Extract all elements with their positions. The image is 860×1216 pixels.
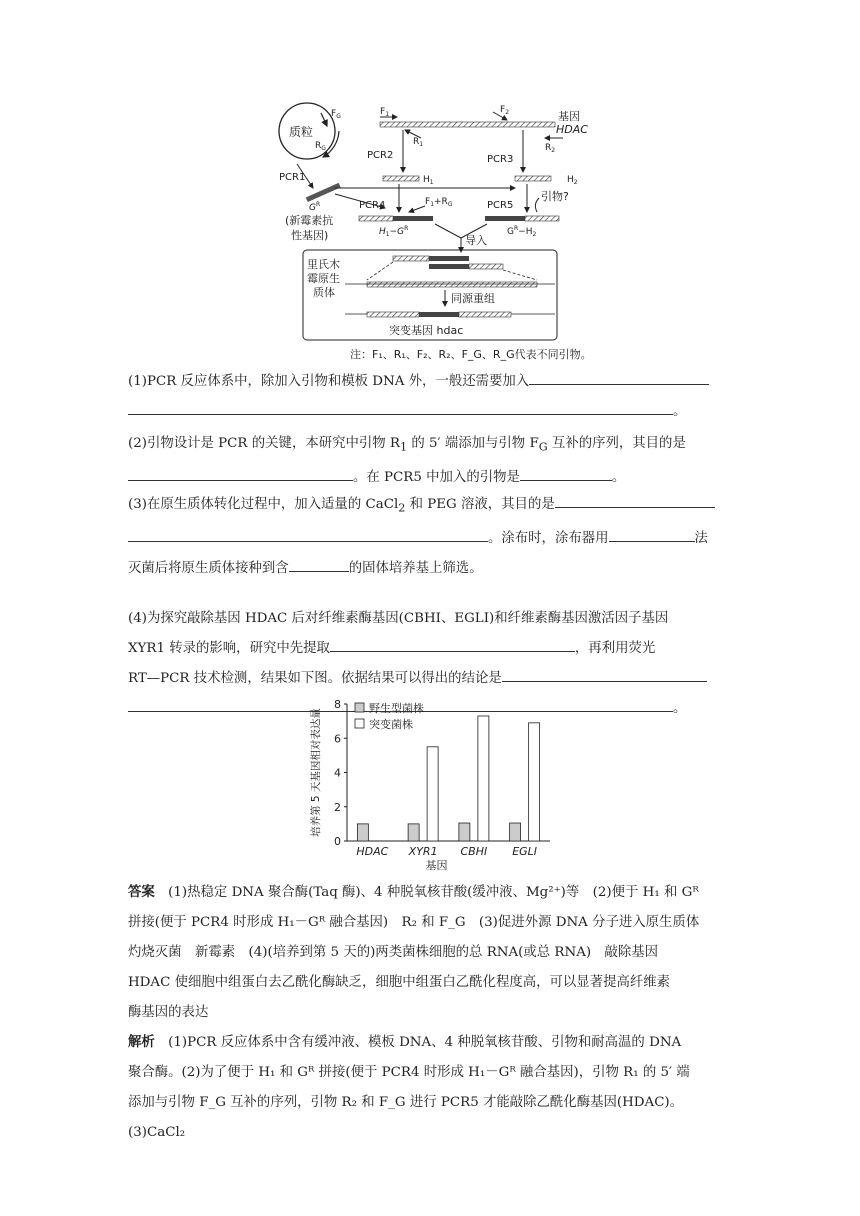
y-tick-label: 0	[334, 835, 341, 848]
import-label: 导入	[465, 234, 487, 247]
r2-label: $R_2$	[545, 143, 556, 154]
gr-desc-2: 性基因)	[291, 229, 329, 242]
q2-blank-2[interactable]	[520, 465, 612, 481]
q1-blank-2[interactable]	[128, 399, 673, 415]
question-3: (3)在原生质体转化过程中，加入适量的 CaCl$_2$ 和 PEG 溶液，其目的是 。涂布时，涂布器用 法 灭菌后将原生质体接种到含 的固体培养基上筛选。	[128, 490, 734, 584]
q3-blank-1[interactable]	[555, 492, 715, 508]
y-axis-label: 培养第 5 天基因相对表达量	[310, 708, 322, 837]
x-tick-label: XYR1	[408, 845, 438, 858]
mutant-hatch-right	[459, 312, 511, 317]
bar-cbhi-mutant	[478, 716, 489, 841]
insert-hatch-left	[393, 256, 429, 261]
answer-line-1: (1)热稳定 DNA 聚合酶(Taq 酶)、4 种脱氧核苷酸(缓冲液、Mg²⁺)等 (2)便于 H₁ 和 Gᴿ	[168, 885, 699, 900]
pcr3-label: PCR3	[487, 154, 514, 165]
f1rg-label: $F_1+R_G$	[425, 197, 453, 208]
r1-label: $R_1$	[413, 137, 424, 148]
hdac-gene-bar	[380, 122, 555, 127]
answer-line-5: 酶基因的表达	[128, 1005, 209, 1020]
expression-bar-chart	[305, 698, 565, 873]
h1-gr-hatch	[359, 216, 393, 221]
gene-label: 基因	[558, 110, 580, 123]
hdac-label: HDAC	[556, 123, 588, 136]
bar-egli-wild	[510, 823, 521, 841]
x-tick-label: EGLI	[512, 845, 538, 858]
protoplast-label-2: 霉原生	[307, 272, 340, 285]
gr-label: $G^R$	[309, 201, 321, 213]
recomb-label: 同源重组	[451, 292, 495, 305]
h2-bar	[515, 176, 551, 181]
bar-hdac-wild	[357, 824, 368, 841]
analysis-line-3: 添加与引物 F_G 互补的序列，引物 R₂ 和 F_G 进行 PCR5 才能敲除乙酰化酶基因(HDAC)。(3)CaCl₂	[128, 1095, 684, 1140]
q3-blank-3[interactable]	[609, 526, 695, 542]
h1-gr-solid	[393, 216, 433, 221]
analysis-line-1: (1)PCR 反应体系中含有缓冲液、模板 DNA、4 种脱氧核苷酸、引物和耐高温的 DNA	[168, 1035, 682, 1050]
answer-label: 答案	[128, 885, 155, 900]
protoplast-label-3: 质体	[313, 286, 335, 299]
answer-line-2: 拼接(便于 PCR4 时形成 H₁－Gᴿ 融合基因) R₂ 和 F_G (3)促进外源 DNA 分子进入原生质体	[128, 915, 700, 930]
mutant-solid	[419, 312, 459, 317]
fg-label: $F_G$	[331, 109, 341, 120]
pcr-diagram	[275, 100, 605, 365]
f1-label: $F_1$	[380, 107, 390, 118]
y-tick-label: 4	[334, 766, 341, 780]
gr-desc-1: (新霉素抗	[285, 214, 334, 227]
insert-solid	[429, 256, 469, 261]
mutant-hatch-left	[367, 312, 419, 317]
insert-solid-2	[429, 264, 469, 269]
h1-bar	[383, 176, 419, 181]
x-axis-label: 基因	[425, 859, 448, 872]
h1-label: $H_1$	[423, 175, 434, 186]
q3-blank-2[interactable]	[128, 526, 488, 542]
q2-blank-1[interactable]	[128, 465, 353, 481]
answer-line-3: 灼烧灭菌 新霉素 (4)(培养到第 5 天的)两类菌株细胞的总 RNA(或总 RNA) 敲除基因	[128, 945, 659, 960]
pcr4-label: PCR4	[359, 200, 386, 211]
primer-question: 引物?	[541, 190, 569, 203]
f2-label: $F_2$	[500, 105, 510, 116]
bar-egli-mutant	[529, 723, 540, 841]
mutant-label: 突变基因 hdac	[389, 324, 464, 337]
q4-blank-1[interactable]	[330, 636, 575, 652]
analysis-label: 解析	[128, 1035, 155, 1050]
legend-swatch	[355, 719, 364, 728]
bar-cbhi-wild	[459, 823, 470, 841]
y-tick-label: 2	[334, 800, 341, 814]
q1-blank-1[interactable]	[529, 369, 709, 385]
x-tick-label: HDAC	[356, 845, 389, 858]
gr-h2-solid	[485, 216, 525, 221]
q4-blank-2[interactable]	[502, 666, 707, 682]
legend-label: 突变菌株	[369, 718, 413, 731]
protoplast-label-1: 里氏木	[307, 258, 340, 271]
x-tick-label: CBHI	[460, 845, 488, 858]
pcr5-label: PCR5	[487, 200, 514, 211]
insert-hatch-right	[469, 264, 503, 269]
question-1: (1)PCR 反应体系中，除加入引物和模板 DNA 外，一般还需要加入 。	[128, 367, 734, 427]
gr-h2-label: $G^R-H_2$	[507, 225, 537, 238]
q3-blank-4[interactable]	[289, 556, 349, 572]
answer-line-4: HDAC 使细胞中组蛋白去乙酰化酶缺乏，细胞中组蛋白乙酰化程度高，可以显著提高纤维素	[128, 975, 671, 990]
question-4: (4)为探究敲除基因 HDAC 后对纤维素酶基因(CBHI、EGLI)和纤维素酶基因激活因子基因 XYR1 转录的影响，研究中先提取 ，再利用荧光 RT—PCR 技术检测，结果如下图。依据结果可以得出的结论是 。	[128, 604, 734, 724]
pcr2-label: PCR2	[367, 150, 394, 161]
h2-label: $H_2$	[567, 175, 578, 186]
plasmid-label: 质粒	[289, 125, 314, 139]
bar-xyr1-wild	[408, 824, 419, 841]
diagram-note: 注：F₁、R₁、F₂、R₂、F_G、R_G代表不同引物。	[350, 348, 592, 361]
gr-h2-hatch	[525, 216, 559, 221]
chromosome-bar	[367, 282, 537, 287]
bar-xyr1-mutant	[427, 747, 438, 841]
rg-label: $R_G$	[315, 141, 326, 152]
legend-swatch	[355, 703, 364, 712]
h1-gr-label: $H_1-G^R$	[379, 225, 409, 238]
y-tick-label: 6	[334, 732, 341, 746]
analysis-line-2: 聚合酶。(2)为了便于 H₁ 和 Gᴿ 拼接(便于 PCR4 时形成 H₁－Gᴿ 融合基因)，引物 R₁ 的 5′ 端	[128, 1065, 690, 1080]
y-tick-label: 8	[334, 698, 341, 711]
question-2: (2)引物设计是 PCR 的关键，本研究中引物 $R_1$ 的 5′ 端添加与引物 $F_G$ 互补的序列，其目的是 。在 PCR5 中加入的引物是 。	[128, 436, 686, 485]
legend-label: 野生型菌株	[369, 702, 424, 715]
pcr1-label: PCR1	[279, 172, 306, 183]
answer-block	[128, 878, 734, 1148]
